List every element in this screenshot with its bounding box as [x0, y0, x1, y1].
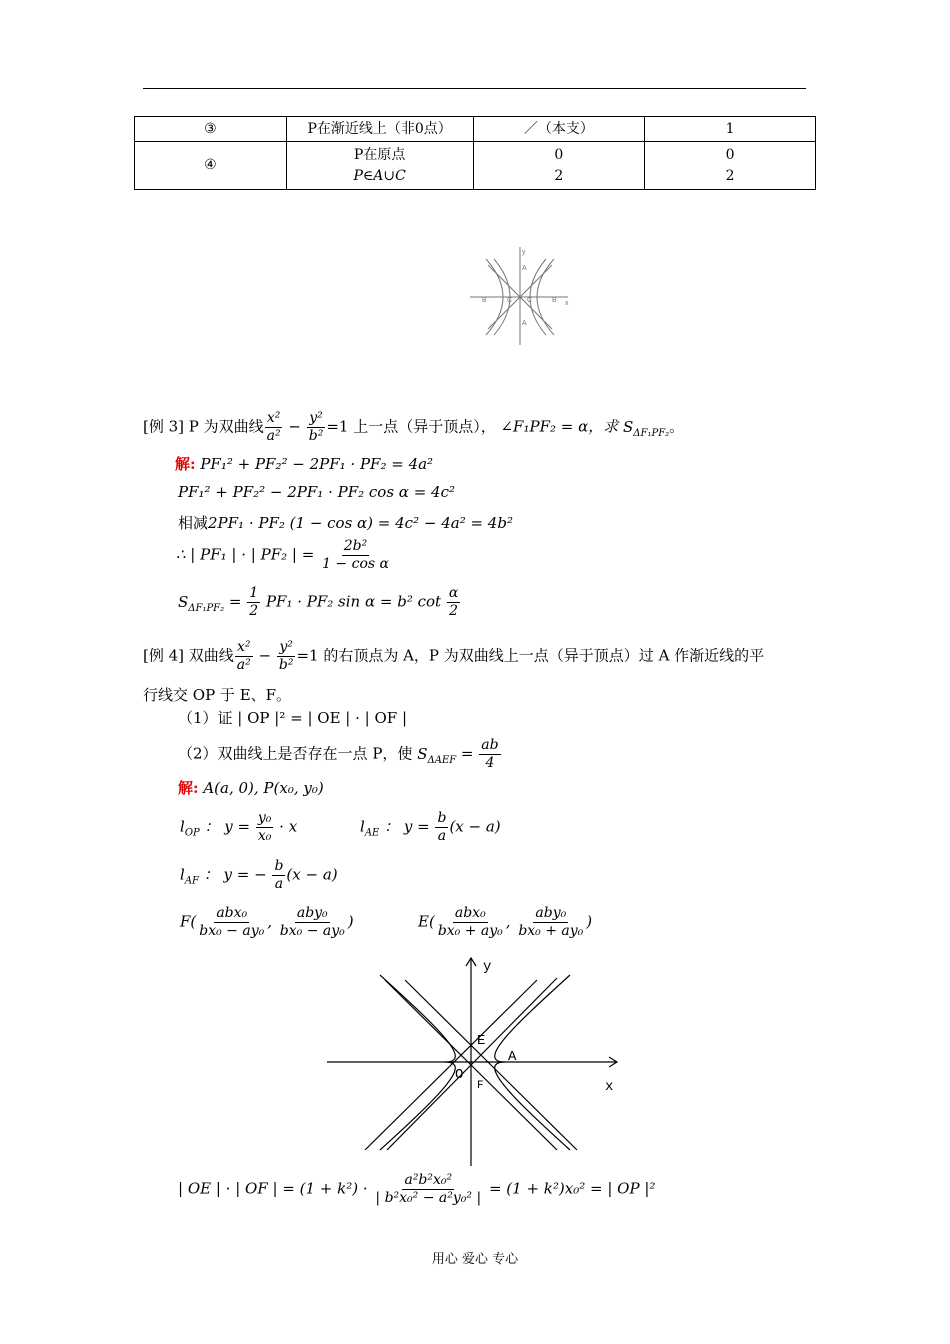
formula-prefix: 相减 [178, 514, 209, 532]
table-cell: 1 [645, 117, 816, 142]
fraction-denominator: bx₀ − ay₀ [279, 923, 345, 939]
fig2-label-f: F [477, 1080, 484, 1092]
example-3-solution-1 [175, 453, 433, 474]
formula: PF₁² + PF₂² − 2PF₁ · PF₂ = 4a² [200, 455, 434, 473]
cell-line: 2 [554, 167, 564, 184]
fraction [373, 1172, 483, 1207]
formula-right: = (1 + k²)x₀² = | OP |² [488, 1179, 656, 1198]
example-4-mid: =1 的右顶点为 A，P 为双曲线上一点（异于顶点）过 A 作渐近线的平 [296, 646, 765, 665]
fig1-label-x: x [565, 300, 569, 307]
page-footer: 用心 爱心 专心 [431, 1252, 519, 1267]
fig2-label-y: y [483, 959, 492, 975]
fraction-numerator: 2b² [343, 538, 368, 554]
table-cell [473, 142, 645, 190]
fraction [197, 905, 266, 940]
table-cell [645, 142, 816, 190]
area-symbol: $S_{\Delta F_1PF_2}$ [178, 592, 225, 614]
fig1-label-a-bottom: A [522, 320, 527, 327]
fig2-label-o: O [455, 1067, 464, 1083]
solution-label: 解: [175, 455, 196, 473]
solution-label: 解: [178, 779, 199, 797]
fraction [436, 905, 505, 940]
table-row [135, 117, 816, 142]
table-cell: P在渐近线上（非0点） [286, 117, 473, 142]
example-3-solution-4 [176, 538, 392, 573]
example-3-angle: ∠F₁PF₂ = α，求 [500, 417, 619, 436]
example-4-q2: （2）双曲线上是否存在一点 P，使 $S_{\Delta AEF}$ = $\frac{ab}{4}$ [178, 737, 499, 771]
fraction-numerator: aby₀ [535, 905, 567, 921]
table-cell [286, 142, 473, 190]
fig1-label-a-top: A [522, 265, 527, 272]
point-f: F( $\frac{\text{abx₀}}{\text{bx₀ − ay₀}}$ , $\frac{\text{aby₀}}{\text{bx₀ − ay₀}}$ ) [180, 905, 354, 939]
hyperbola-figure-small [468, 245, 572, 349]
fraction: $\frac{\text{x²}}{\text{a²}}$ [236, 639, 251, 673]
line-subscript: OP [184, 827, 200, 839]
line-subscript: AE [364, 827, 380, 839]
example-3-solution-3 [178, 512, 513, 533]
line-ae: $l_{AE}$ ： y = $\frac{b}{a}$ (x − a) [360, 810, 501, 844]
fraction-numerator: a²b²x₀² [404, 1172, 453, 1188]
fraction: $\frac{ab}{4}$ [481, 737, 499, 771]
cell-line: 0 [554, 146, 564, 163]
fraction-numerator: aby₀ [296, 905, 328, 921]
example-3-heading: [例 3] P 为双曲线 $\frac{\text{x²}}{\text{a²}}$ − $\frac{\text{y²}}{\text{b²}}$ =1 上一点（异于顶点）， ∠F₁PF₂ = α，求 $S_{\Delta F_1PF_2}$。 [143, 410, 685, 444]
line-subscript: AF [184, 875, 199, 887]
example-4-line-2: 行线交 OP 于 E、F。 [143, 686, 292, 704]
example-4-heading: [例 4] 双曲线 $\frac{\text{x²}}{\text{a²}}$ − $\frac{\text{y²}}{\text{b²}}$ =1 的右顶点为 A，P 为双曲线上一点（异于顶点）过 A 作渐近线的平 [143, 639, 765, 673]
fraction [516, 905, 585, 940]
fig1-label-b-left: B [482, 297, 487, 304]
fig1-label-c-right: C [527, 297, 533, 304]
area-symbol: $S_{\Delta AEF}$ [417, 744, 457, 766]
cell-line: P在原点 [353, 146, 406, 163]
area-symbol: $S_{\Delta F_1PF_2}$ [623, 417, 670, 439]
fraction: $\frac{b}{a}$ [437, 810, 447, 844]
example-4-head: [例 4] 双曲线 [143, 646, 234, 665]
fig1-label-c-left: C [507, 297, 513, 304]
fraction-denominator: bx₀ + ay₀ [518, 923, 584, 939]
fraction-denominator: bx₀ + ay₀ [437, 923, 503, 939]
example-3-solution-2: PF₁² + PF₂² − 2PF₁ · PF₂ cos α = 4c² [178, 483, 455, 501]
header-rule [143, 88, 806, 89]
fraction-numerator: abx₀ [454, 905, 486, 921]
case-table [134, 116, 816, 190]
fig1-label-y: y [522, 249, 526, 256]
formula-prefix: ∴ | PF₁ | · | PF₂ | = [176, 545, 315, 564]
line-op: $l_{OP}$ ： y = $\frac{\text{y₀}}{\text{x₀}}$ · x [180, 810, 298, 844]
example-3-tail: 。 [669, 417, 685, 436]
fraction-denominator: 1 − cos α [322, 556, 389, 572]
formula-left: | OE | · | OF | = (1 + k²) · [178, 1179, 368, 1198]
fraction: $\frac{b}{a}$ [274, 858, 284, 892]
table-cell: ／（本支） [473, 117, 645, 142]
line-symbol: l [180, 865, 185, 884]
cell-line: 2 [725, 167, 735, 184]
hyperbola-figure-large [325, 950, 625, 1170]
fraction: $\frac{1}{2}$ [249, 585, 259, 619]
fig2-label-a: A [508, 1049, 517, 1065]
example-3-solution-5: $S_{\Delta F_1PF_2}$ = $\frac{1}{2}$ PF₁ · PF₂ sin α = b² cot $\frac{\alpha}{2}$ [178, 585, 459, 619]
fraction-denominator: | b²x₀² − a²y₀² | [375, 1190, 482, 1206]
line-symbol: l [360, 817, 365, 836]
fig1-label-b-right: B [552, 297, 557, 304]
table-cell: ③ [135, 117, 287, 142]
fraction-numerator: abx₀ [216, 905, 248, 921]
example-4-q1: （1）证 | OP |² = | OE | · | OF | [178, 709, 408, 727]
table-row [135, 142, 816, 190]
fig2-label-x: x [605, 1079, 614, 1095]
point-label: F( [180, 912, 197, 931]
fig2-label-e: E [477, 1033, 486, 1049]
question-text: （2）双曲线上是否存在一点 P，使 [178, 744, 413, 763]
point-label: E( [418, 912, 435, 931]
formula: PF₁ · PF₂ sin α = b² cot [265, 592, 442, 611]
fraction: $\frac{\text{y²}}{\text{b²}}$ [308, 410, 324, 444]
point-e: E( $\frac{\text{abx₀}}{\text{bx₀ + ay₀}}$ , $\frac{\text{aby₀}}{\text{bx₀ + ay₀}}$ ) [418, 905, 593, 939]
example-3-mid: =1 上一点（异于顶点）， [326, 417, 496, 436]
formula: A(a, 0), P(x₀, y₀) [203, 779, 324, 797]
formula: 2PF₁ · PF₂ (1 − cos α) = 4c² − 4a² = 4b² [208, 514, 513, 532]
fraction: $\frac{\text{y₀}}{\text{x₀}}$ [257, 810, 272, 844]
final-identity [178, 1172, 655, 1207]
example-3-head: [例 3] P 为双曲线 [143, 417, 264, 436]
fraction: $\frac{\text{y²}}{\text{b²}}$ [278, 639, 294, 673]
cell-line: 0 [725, 146, 735, 163]
line-symbol: l [180, 817, 185, 836]
fraction: $\frac{\text{x²}}{\text{a²}}$ [266, 410, 281, 444]
example-4-solution-1 [178, 777, 324, 798]
fraction [278, 905, 347, 940]
line-af: $l_{AF}$ ： y = − $\frac{b}{a}$ (x − a) [180, 858, 338, 892]
cell-line: P∈A∪C [353, 167, 406, 184]
fraction [320, 538, 391, 573]
table-cell: ④ [135, 142, 287, 190]
fraction-denominator: bx₀ − ay₀ [199, 923, 265, 939]
fraction: $\frac{\alpha}{2}$ [448, 585, 459, 619]
